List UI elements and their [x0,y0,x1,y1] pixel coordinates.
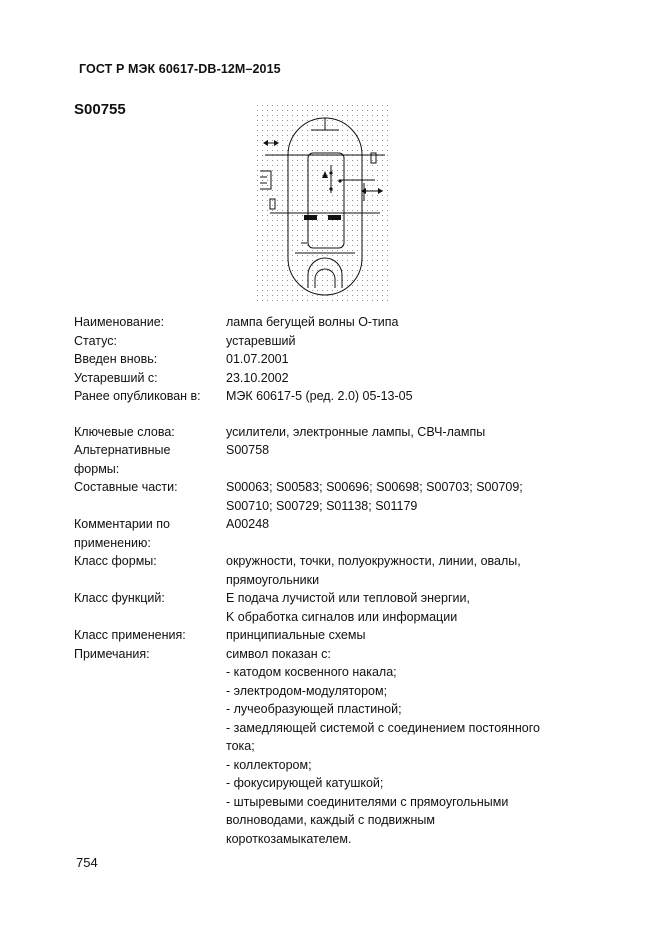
property-label-line: Ключевые слова: [74,424,175,439]
symbol-code: S00755 [74,101,126,118]
property-value [226,441,574,478]
property-value-line: - штыревыми соединителями с прямоугольными [226,794,509,809]
property-row [74,423,574,442]
property-label-line: Статус: [74,333,117,348]
property-value-line: K обработка сигналов или информации [226,609,458,624]
property-label [74,369,226,388]
property-value-line: МЭК 60617-5 (ред. 2.0) 05-13-05 [226,389,413,403]
properties-list [74,313,574,848]
property-label [74,350,226,369]
property-label [74,552,226,589]
property-value-line: - фокусирующей катушкой; [226,776,384,790]
property-row [74,387,574,406]
property-row [74,515,574,552]
traveling-wave-tube-symbol-icon [255,103,390,303]
property-row [74,589,574,626]
property-value-line: - коллектором; [226,757,312,772]
property-value [226,589,574,626]
property-label-line: применению: [74,535,151,550]
property-label [74,478,226,515]
property-value-line: усилители, электронные лампы, СВЧ-лампы [226,424,486,439]
property-label-line: Введен вновь: [74,352,158,366]
property-label [74,387,226,406]
property-value-line: символ показан с: [226,646,331,661]
property-row [74,350,574,369]
property-label-line: Класс формы: [74,554,157,568]
property-label [74,626,226,645]
property-row [74,478,574,515]
property-value-line: - замедляющей системой с соединением постоянного [226,720,540,735]
property-value [226,552,574,589]
property-value-line: устаревший [226,333,296,348]
property-label-line: Примечания: [74,646,150,661]
property-value-line: прямоугольники [226,572,320,587]
property-value [226,645,574,849]
property-value-line: - лучеобразующей пластиной; [226,702,402,716]
property-value-line: лампа бегущей волны О-типа [226,315,399,329]
property-label-line: Класс применения: [74,628,186,642]
property-label [74,645,226,849]
property-label [74,423,226,442]
property-label [74,441,226,478]
property-value [226,626,574,645]
property-value-line: 01.07.2001 [226,352,289,366]
property-label-line: формы: [74,461,120,476]
property-value-line: короткозамыкателем. [226,831,352,846]
property-value-line: волноводами, каждый с подвижным [226,813,435,827]
property-value [226,423,574,442]
property-value-line: 23.10.2002 [226,370,289,385]
property-value-line: - катодом косвенного накала; [226,665,397,679]
property-row [74,313,574,332]
property-value [226,478,574,515]
property-label-line: Альтернативные [74,443,171,457]
property-value-line: - электродом-модулятором; [226,683,388,698]
property-value-line: принципиальные схемы [226,628,366,642]
property-row [74,626,574,645]
property-row [74,369,574,388]
property-label-line: Составные части: [74,480,178,494]
property-label-line: Класс функций: [74,591,165,605]
property-row [74,645,574,849]
page-number: 754 [76,855,98,870]
property-value [226,313,574,332]
property-value [226,387,574,406]
property-value-line: окружности, точки, полуокружности, линии, овалы, [226,554,521,568]
property-value [226,515,574,552]
property-row [74,332,574,351]
property-label [74,332,226,351]
property-value-line: A00248 [226,517,270,531]
property-value-line: тока; [226,739,255,753]
property-row [74,441,574,478]
property-value-line: S00063; S00583; S00696; S00698; S00703; S00709; [226,480,523,494]
property-label-line: Комментарии по [74,517,170,531]
property-label-line: Ранее опубликован в: [74,389,201,403]
property-value [226,369,574,388]
document-header: ГОСТ Р МЭК 60617-DB-12M–2015 [79,62,281,76]
property-value-line: S00758 [226,443,270,457]
property-label-line: Наименование: [74,315,165,329]
property-value [226,350,574,369]
property-label [74,589,226,626]
property-label [74,515,226,552]
property-label-line: Устаревший с: [74,370,158,385]
property-value [226,332,574,351]
property-value-line: S00710; S00729; S01138; S01179 [226,498,418,513]
property-row [74,552,574,589]
property-label [74,313,226,332]
property-value-line: E подача лучистой или тепловой энергии, [226,591,470,605]
